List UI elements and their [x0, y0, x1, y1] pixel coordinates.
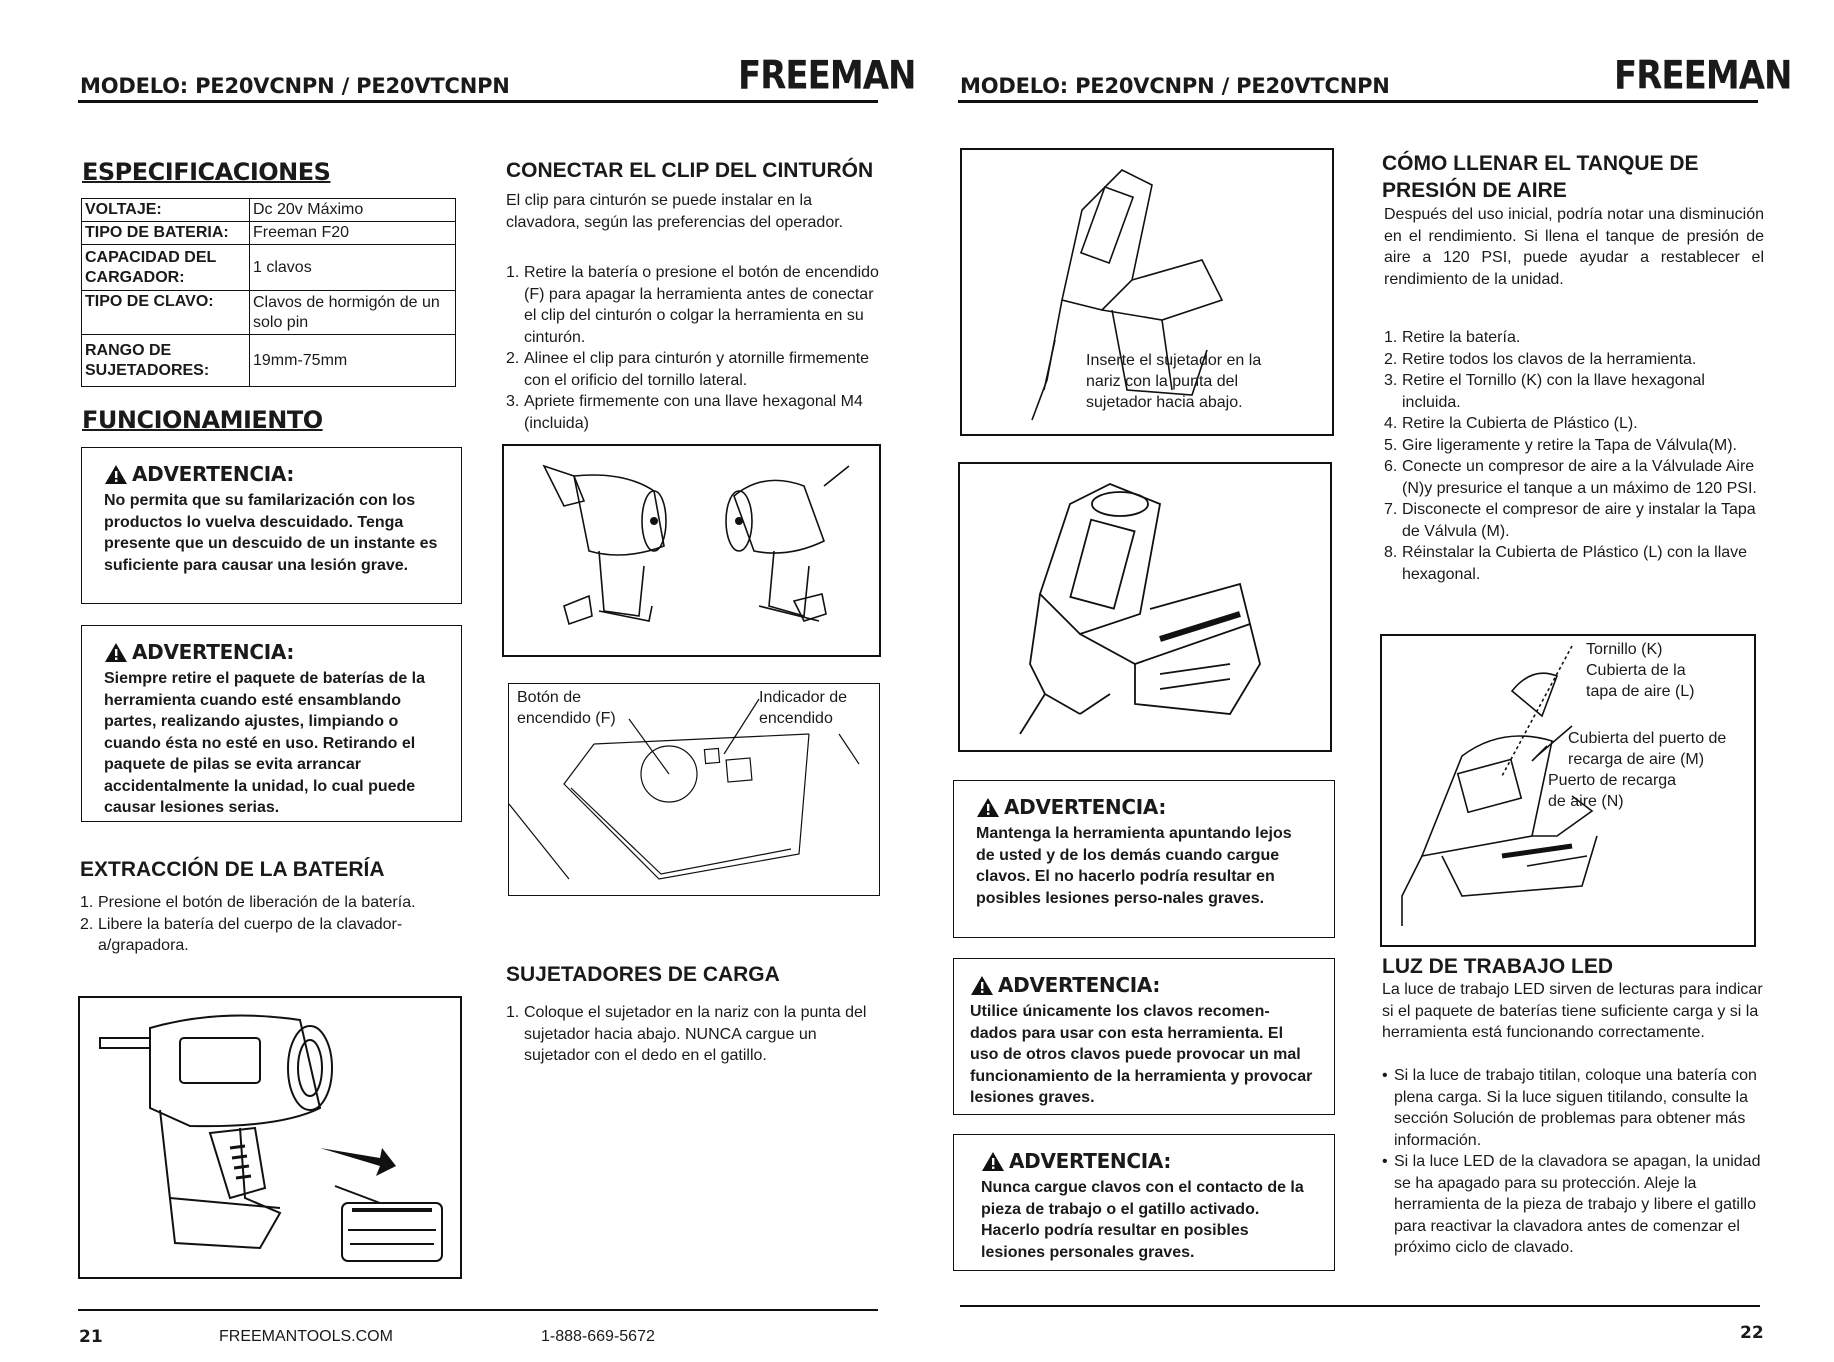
nailer-illustration — [960, 464, 1330, 750]
list-item: 2. Alinee el clip para cinturón y atornille firmemente con el orificio del tornillo lateral. — [506, 350, 870, 389]
specs-title: ESPECIFICACIONES — [82, 158, 331, 186]
battery-removal-figure — [78, 996, 462, 1279]
warning-label: ADVERTENCIA: — [132, 640, 295, 664]
tank-label-port-cover: Cubierta del puerto de recarga de aire (M) — [1568, 730, 1727, 768]
list-item: 4. Retire la Cubierta de Plástico (L). — [1384, 415, 1638, 432]
tanque-intro: Después del uso inicial, podría notar una disminución en el rendimiento. Si llena el tanque de presión de aire a 120 PSI, puede ayudar a restablecer el rendimiento de la unidad. — [1384, 206, 1764, 288]
list-item: 1. Coloque el sujetador en la nariz con la punta del sujetador hacia abajo. NUNCA cargue un sujetador con el dedo en el gatillo. — [506, 1004, 867, 1064]
list-item: • Si la luce de trabajo titilan, coloque una batería con plena carga. Si la luce siguen titilando, consulte la sección Solución de problemas para obtener más información. — [1382, 1067, 1757, 1149]
insert-fastener-caption: Inserte el sujetador en la nariz con la punta del sujetador hacia abajo. — [1086, 352, 1262, 411]
extraccion-list — [80, 892, 466, 957]
page-number-left: 21 — [79, 1327, 103, 1347]
list-item: 1. Retire la batería. — [1384, 329, 1521, 346]
led-intro: La luce de trabajo LED sirven de lecturas para indicar si el paquete de baterías tiene suficiente carga y si la herramienta está funcionando correctamente. — [1382, 981, 1763, 1041]
tanque-list — [1384, 327, 1764, 585]
cargar-title: SUJETADORES DE CARGA — [506, 963, 780, 986]
list-item: 5. Gire ligeramente y retire la Tapa de Válvula(M). — [1384, 436, 1737, 454]
warning-text-5: Nunca cargue clavos con el contacto de la pieza de trabajo o el gatillo activado. Hacerlo podría resultar en posibles lesiones personales graves. — [981, 1179, 1304, 1261]
header-rule-right — [958, 100, 1758, 103]
warning-label: ADVERTENCIA: — [132, 462, 295, 486]
warning-triangle-icon — [970, 975, 994, 996]
clip-intro: El clip para cinturón se puede instalar en la clavadora, según las preferencias del operador. — [506, 192, 844, 231]
air-tank-figure — [1380, 634, 1756, 947]
nailer-battery-illustration — [80, 998, 460, 1277]
table-row: CAPACIDAD DEL CARGADOR: 1 clavos — [82, 245, 456, 291]
footer-rule-left — [78, 1309, 878, 1311]
warning-box-2 — [81, 625, 462, 822]
led-title: LUZ DE TRABAJO LED — [1382, 955, 1613, 978]
specs-table — [81, 198, 456, 387]
table-row: TIPO DE BATERIA: Freeman F20 — [82, 222, 456, 245]
tank-label-screw: Tornillo (K) — [1586, 641, 1663, 658]
tanque-title: CÓMO LLENAR EL TANQUE DE PRESIÓN DE AIRE — [1382, 152, 1699, 202]
list-item: 6. Conecte un compresor de aire a la Válvulade Aire (N)y presurice el tanque a un máximo de 120 PSI. — [1384, 458, 1757, 497]
list-item: 8. Réinstalar la Cubierta de Plástico (L) con la llave hexagonal. — [1384, 544, 1748, 583]
page-number-right: 22 — [1740, 1323, 1764, 1343]
led-list — [1382, 1065, 1766, 1259]
list-item: 3. Retire el Tornillo (K) con la llave hexagonal incluida. — [1384, 372, 1705, 411]
footer-rule-right — [960, 1305, 1760, 1307]
clip-list — [506, 262, 882, 434]
warning-label: ADVERTENCIA: — [1009, 1149, 1172, 1173]
list-item: 7. Disconecte el compresor de aire y instalar la Tapa de Válvula (M). — [1384, 501, 1756, 540]
warning-triangle-icon — [981, 1151, 1005, 1172]
table-row: TIPO DE CLAVO: Clavos de hormigón de un solo pin — [82, 291, 456, 335]
warning-text-4: Utilice únicamente los clavos recomen-dados para usar con esta herramienta. El uso de otros clavos puede provocar un mal funcionamiento de la herramienta y provocar lesiones graves. — [970, 1003, 1313, 1106]
list-item: • Si la luce LED de la clavadora se apagan, la unidad se ha apagado para su protección. Aleje la herramienta de la pieza de trabajo y libere el gatillo para reactivar la clavadora antes de comenzar el próximo ciclo de clavado. — [1382, 1153, 1761, 1256]
warning-box-1 — [81, 447, 462, 604]
extraccion-title: EXTRACCIÓN DE LA BATERÍA — [80, 858, 385, 881]
nailer-figure — [958, 462, 1332, 752]
footer-website: FREEMANTOOLS.COM — [219, 1328, 393, 1345]
power-button-figure — [508, 683, 880, 896]
page-header-model-right: MODELO: PE20VCNPN / PE20VTCNPN — [960, 74, 1390, 98]
funcionamiento-title: FUNCIONAMIENTO — [82, 406, 323, 434]
warning-text-1: No permita que su familarización con los productos lo vuelva descuidado. Tenga presente que un descuido de un instante es suficiente para causar una lesión grave. — [104, 492, 438, 574]
warning-triangle-icon — [104, 642, 128, 663]
tank-label-port: Puerto de recarga de aire (N) — [1548, 772, 1677, 810]
header-rule-left — [78, 100, 878, 103]
list-item: 2. Retire todos los clavos de la herramienta. — [1384, 350, 1697, 368]
list-item: 3. Apriete firmemente con una llave hexagonal M4 (incluida) — [506, 393, 863, 432]
table-row: RANGO DE SUJETADORES: 19mm-75mm — [82, 335, 456, 387]
cargar-list — [506, 1002, 882, 1067]
warning-triangle-icon — [976, 797, 1000, 818]
warning-triangle-icon — [104, 464, 128, 485]
belt-clip-figure — [502, 444, 881, 657]
list-item: 1. Retire la batería o presione el botón de encendido (F) para apagar la herramienta antes de conectar el clip del cinturón o colgar la herramienta en su cinturón. — [506, 264, 879, 346]
power-indicator-label: Indicador de encendido — [759, 689, 848, 727]
page-header-model-left: MODELO: PE20VCNPN / PE20VTCNPN — [80, 74, 510, 98]
warning-box-4 — [953, 958, 1335, 1115]
warning-box-5 — [953, 1134, 1335, 1271]
warning-text-3: Mantenga la herramienta apuntando lejos de usted y de los demás cuando cargue clavos. El no hacerlo podría resultar en posibles lesiones perso-nales graves. — [976, 825, 1292, 907]
warning-label: ADVERTENCIA: — [998, 973, 1161, 997]
table-row: VOLTAJE: Dc 20v Máximo — [82, 199, 456, 222]
footer-phone: 1-888-669-5672 — [541, 1328, 655, 1345]
brand-logo-right: FREEMAN — [1614, 53, 1792, 99]
clip-title: CONECTAR EL CLIP DEL CINTURÓN — [506, 159, 874, 182]
tank-label-cover: Cubierta de la tapa de aire (L) — [1586, 662, 1695, 700]
list-item: 2. Libere la batería del cuerpo de la clavador-a/grapadora. — [80, 915, 403, 954]
brand-logo-left: FREEMAN — [738, 53, 916, 99]
warning-text-2: Siempre retire el paquete de baterías de la herramienta cuando esté ensamblando partes, realizando ajustes, limpiando o cuando ésta no esté en uso. Retirando el paquete de pilas se evita arrancar accidentalmente la unidad, lo cual puede causar lesiones serias. — [104, 670, 426, 816]
list-item: 1. Presione el botón de liberación de la batería. — [80, 894, 416, 911]
power-button-label: Botón de encendido (F) — [517, 689, 616, 727]
warning-label: ADVERTENCIA: — [1004, 795, 1167, 819]
belt-clip-illustration — [504, 446, 879, 655]
insert-fastener-figure — [960, 148, 1334, 436]
warning-box-3 — [953, 780, 1335, 938]
